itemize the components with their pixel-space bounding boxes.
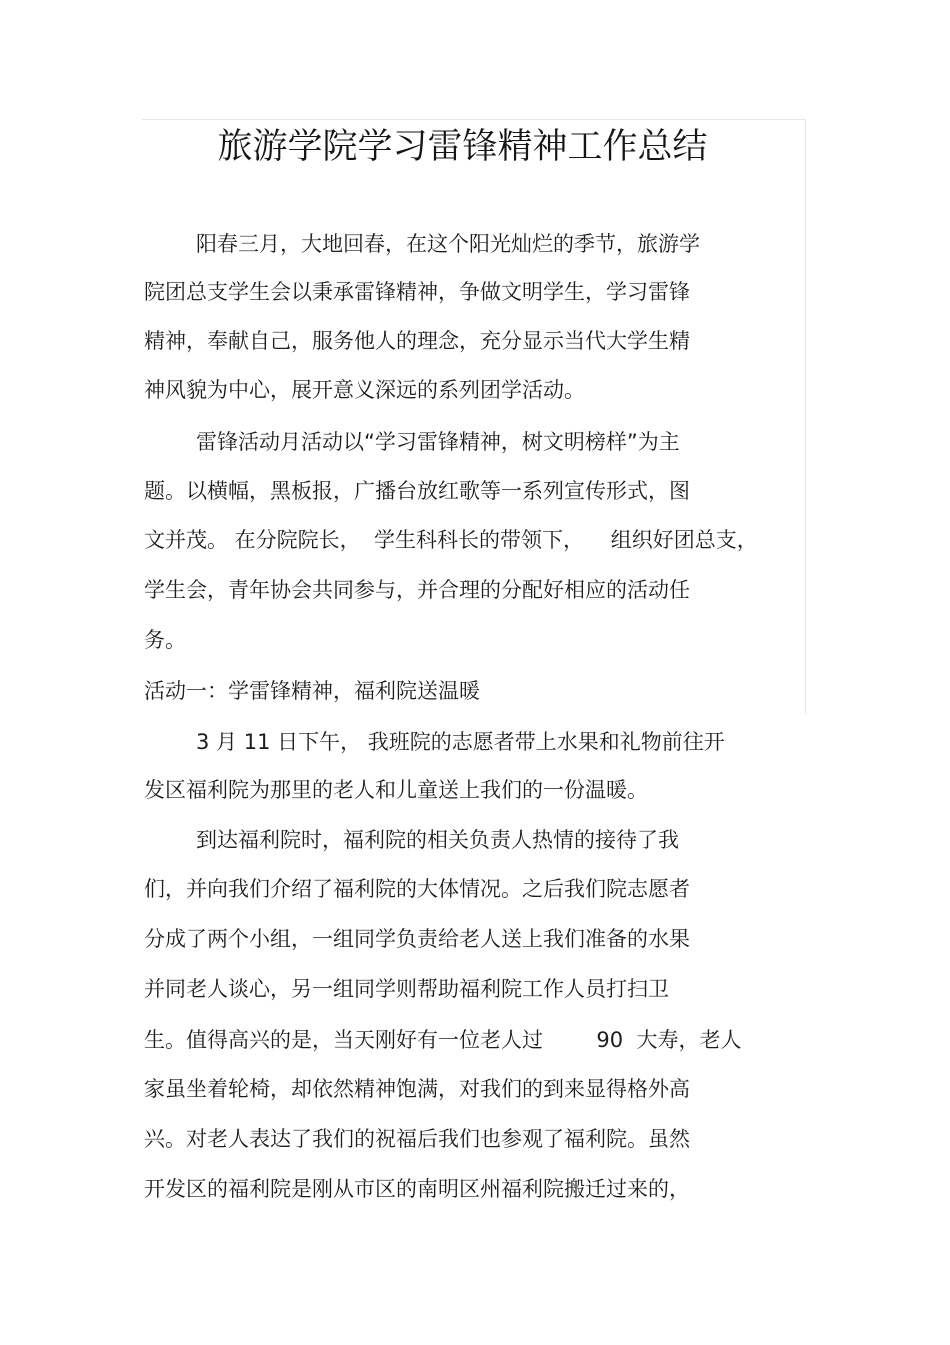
paragraph-line: 院团总支学生会以秉承雷锋精神，争做文明学生，学习雷锋 xyxy=(144,280,690,304)
paragraph-line: 分成了两个小组，一组同学负责给老人送上我们准备的水果 xyxy=(144,927,690,951)
paragraph-line: 题。以横幅，黑板报，广播台放红歌等一系列宣传形式，图 xyxy=(144,479,690,503)
paragraph-line: 到达福利院时，福利院的相关负责人热情的接待了我 xyxy=(196,828,679,852)
document-title: 旅游学院学习雷锋精神工作总结 xyxy=(217,127,708,167)
paragraph-line: 雷锋活动月活动以“学习雷锋精神，树文明榜样”为主 xyxy=(196,430,680,454)
paragraph-line: 兴。对老人表达了我们的祝福后我们也参观了福利院。虽然 xyxy=(144,1127,690,1151)
paragraph-line: 们，并向我们介绍了福利院的大体情况。之后我们院志愿者 xyxy=(144,877,690,901)
paragraph-line: 阳春三月，大地回春，在这个阳光灿烂的季节，旅游学 xyxy=(196,232,700,256)
paragraph-line: 开发区的福利院是刚从市区的南明区州福利院搬迁过来的， xyxy=(144,1177,690,1201)
paragraph-line: 神风貌为中心，展开意义深远的系列团学活动。 xyxy=(144,378,585,402)
paragraph-line: 学生会，青年协会共同参与，并合理的分配好相应的活动任 xyxy=(144,578,690,602)
paragraph-line: 生。值得高兴的是，当天刚好有一位老人过 90 大寿，老人 xyxy=(144,1028,742,1052)
section-heading: 活动一：学雷锋精神，福利院送温暖 xyxy=(144,679,480,703)
paragraph-line: 精神，奉献自己，服务他人的理念，充分显示当代大学生精 xyxy=(144,329,690,353)
paragraph-line: 3 月 11 日下午， 我班院的志愿者带上水果和礼物前往开 xyxy=(196,730,725,754)
paragraph-line: 文并茂。 在分院院长， 学生科科长的带领下， 组织好团总支， xyxy=(144,528,758,552)
page-frame xyxy=(142,119,806,714)
paragraph-line: 务。 xyxy=(144,628,186,652)
paragraph-line: 家虽坐着轮椅，却依然精神饱满，对我们的到来显得格外高 xyxy=(144,1077,690,1101)
paragraph-line: 发区福利院为那里的老人和儿童送上我们的一份温暖。 xyxy=(144,778,648,802)
paragraph-line: 并同老人谈心，另一组同学则帮助福利院工作人员打扫卫 xyxy=(144,977,669,1001)
